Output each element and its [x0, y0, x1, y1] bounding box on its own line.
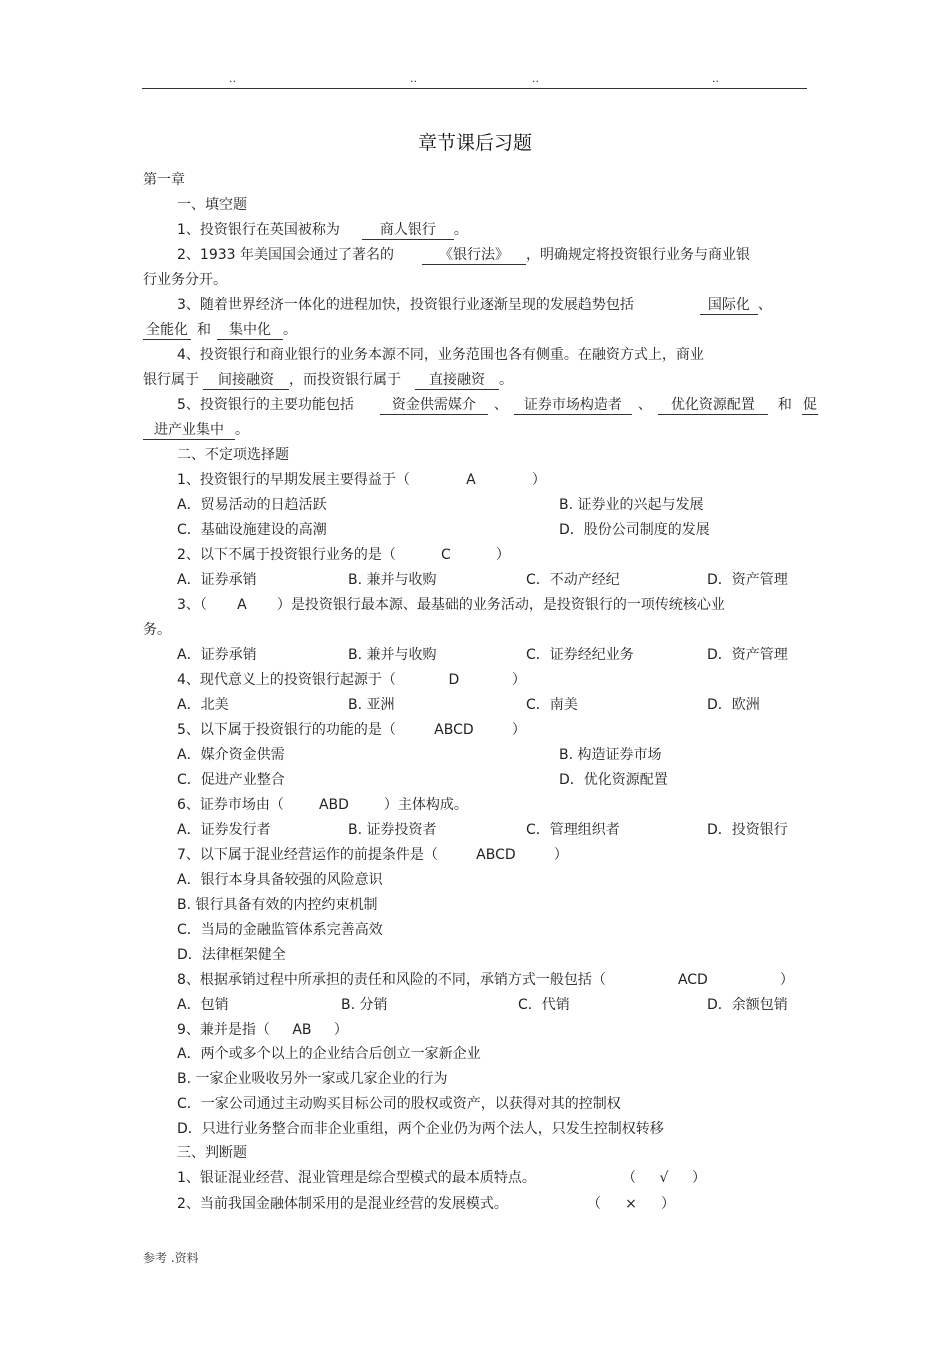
answer: ×	[625, 1196, 637, 1212]
section-heading-choice: 二、不定项选择题	[177, 447, 289, 463]
fill-question-2-cont: 行业务分开。	[143, 272, 227, 288]
choice-question-1	[177, 470, 546, 490]
judge-answer-1	[622, 1168, 706, 1188]
question-text: 和	[777, 397, 792, 413]
option: C．管理组织者	[526, 822, 620, 838]
header-rule	[142, 88, 807, 89]
choice-question-7	[177, 845, 568, 865]
option: A．北美	[177, 697, 229, 713]
judge-answer-2	[587, 1194, 675, 1214]
bracket-close: ）	[661, 1196, 675, 1212]
header-dots: ..	[229, 72, 236, 85]
option: A．包销	[177, 997, 229, 1013]
answer: C	[441, 547, 451, 563]
question-text: ）	[495, 547, 510, 563]
option: A．证券承销	[177, 647, 257, 663]
question-text: 8、根据承销过程中所承担的责任和风险的不同，承销方式一般包括（	[177, 972, 606, 988]
option: D．只进行业务整合而非企业重组，两个企业仍为两个法人，只发生控制权转移	[177, 1121, 664, 1137]
question-text: ）	[333, 1022, 348, 1038]
answer: A	[466, 472, 476, 488]
question-text: 5、投资银行的主要功能包括	[177, 397, 354, 413]
fill-question-1	[177, 220, 468, 240]
option: C．一家公司通过主动购买目标公司的股权或资产，以获得对其的控制权	[177, 1096, 621, 1112]
question-text: 1、投资银行的早期发展主要得益于（	[177, 472, 410, 488]
choice-question-3-cont: 务。	[143, 622, 171, 638]
option: A．证券承销	[177, 572, 257, 588]
option: D．股份公司制度的发展	[559, 522, 710, 538]
answer-blank: 国际化	[700, 296, 758, 315]
answer-blank: 进产业集中	[143, 421, 235, 440]
question-text: 1、投资银行在英国被称为	[177, 222, 340, 238]
question-text: ，明确规定将投资银行业务与商业银	[526, 247, 750, 263]
option: C．基础设施建设的高潮	[177, 522, 327, 538]
question-text: ，而投资银行属于	[289, 372, 401, 388]
header-dots: ..	[532, 72, 539, 85]
answer-blank: 《银行法》	[422, 246, 526, 265]
answer: ACD	[677, 972, 708, 988]
question-text: ）	[511, 672, 526, 688]
question-text: 4、现代意义上的投资银行起源于（	[177, 672, 396, 688]
answer: AB	[292, 1022, 312, 1038]
option: D．投资银行	[707, 822, 788, 838]
bracket-close: ）	[692, 1170, 706, 1186]
option: B. 证券投资者	[348, 822, 437, 838]
question-text: 和	[197, 322, 211, 338]
option: C．代销	[518, 997, 570, 1013]
choice-question-8	[177, 970, 794, 990]
chapter-label: 第一章	[143, 172, 185, 188]
question-text: 银行属于	[143, 372, 199, 388]
option: C．当局的金融监管体系完善高效	[177, 922, 383, 938]
question-text: 3、（	[177, 597, 207, 613]
fill-question-2	[177, 245, 750, 265]
answer: ABCD	[476, 847, 516, 863]
question-text: ）	[511, 722, 526, 738]
answer-blank: 资金供需媒介	[380, 396, 488, 415]
question-text: 。	[453, 222, 468, 238]
footer-text: 参考 .资料	[143, 1251, 199, 1265]
question-text: 3、随着世界经济一体化的进程加快，投资银行业逐渐呈现的发展趋势包括	[177, 297, 634, 313]
header-dots: ..	[410, 72, 417, 85]
option: A．两个或多个以上的企业结合后创立一家新企业	[177, 1046, 481, 1062]
question-text: 6、证券市场由（	[177, 797, 284, 813]
option: B. 兼并与收购	[348, 647, 437, 663]
header-dots: ..	[712, 72, 719, 85]
question-text: 5、以下属于投资银行的功能的是（	[177, 722, 396, 738]
judge-question-1: 1、银证混业经营、混业管理是综合型模式的最本质特点。	[177, 1170, 536, 1186]
option: B. 分销	[341, 997, 388, 1013]
option: D．资产管理	[707, 647, 788, 663]
answer: ABD	[318, 797, 349, 813]
question-text: ）	[779, 972, 794, 988]
option: C．促进产业整合	[177, 772, 285, 788]
option: A．媒介资金供需	[177, 747, 285, 763]
question-text: 2、1933 年美国国会通过了著名的	[177, 247, 394, 263]
option: B. 银行具备有效的内控约束机制	[177, 897, 378, 913]
option: C．证券经纪业务	[526, 647, 634, 663]
answer-blank: 间接融资	[203, 371, 289, 390]
fill-question-3	[177, 295, 772, 315]
answer: A	[237, 597, 247, 613]
fill-question-3-cont	[143, 320, 297, 340]
option: B. 一家企业吸收另外一家或几家企业的行为	[177, 1071, 448, 1087]
option: D．欧洲	[707, 697, 760, 713]
option: D．优化资源配置	[559, 772, 668, 788]
question-text: ）	[531, 472, 546, 488]
choice-question-6	[177, 795, 468, 815]
judge-question-2: 2、当前我国金融体制采用的是混业经营的发展模式。	[177, 1196, 508, 1212]
answer-blank: 全能化	[143, 321, 191, 340]
answer-blank: 集中化	[217, 321, 283, 340]
answer-blank: 优化资源配置	[658, 396, 768, 415]
option: B. 兼并与收购	[348, 572, 437, 588]
option: A．贸易活动的日趋活跃	[177, 497, 327, 513]
answer: ABCD	[434, 722, 474, 738]
choice-question-9	[177, 1020, 348, 1040]
answer: D	[448, 672, 460, 688]
question-text: ）	[553, 847, 568, 863]
bracket-open: （	[587, 1196, 601, 1212]
choice-question-2	[177, 545, 510, 565]
fill-question-4: 4、投资银行和商业银行的业务本源不同，业务范围也各有侧重。在融资方式上，商业	[177, 347, 704, 363]
option: C．南美	[526, 697, 578, 713]
option: A．证券发行者	[177, 822, 271, 838]
question-text: 。	[283, 322, 297, 338]
option: C．不动产经纪	[526, 572, 620, 588]
option: B. 构造证券市场	[559, 747, 662, 763]
option: D．资产管理	[707, 572, 788, 588]
page-title: 章节课后习题	[417, 132, 532, 154]
section-heading-judge: 三、判断题	[177, 1145, 247, 1161]
question-text: 、	[493, 397, 508, 413]
option: B. 亚洲	[348, 697, 395, 713]
question-text: 2、以下不属于投资银行业务的是（	[177, 547, 396, 563]
question-text: 、	[637, 397, 652, 413]
answer-blank: 直接融资	[415, 371, 499, 390]
answer-blank: 证券市场构造者	[514, 396, 632, 415]
choice-question-4	[177, 670, 526, 690]
option: D．余额包销	[707, 997, 788, 1013]
fill-question-4-cont	[143, 370, 513, 390]
answer-blank: 商人银行	[362, 221, 454, 240]
option: D．法律框架健全	[177, 947, 286, 963]
question-text: 。	[499, 372, 513, 388]
option: A．银行本身具备较强的风险意识	[177, 872, 383, 888]
option: B. 证券业的兴起与发展	[559, 497, 704, 513]
choice-question-3	[177, 595, 725, 615]
answer: √	[659, 1170, 669, 1186]
bracket-open: （	[622, 1170, 636, 1186]
question-text: 9、兼并是指（	[177, 1022, 270, 1038]
question-text: 7、以下属于混业经营运作的前提条件是（	[177, 847, 438, 863]
fill-question-5-cont	[143, 420, 249, 440]
question-text: ）是投资银行最本源、最基础的业务活动，是投资银行的一项传统核心业	[276, 597, 725, 613]
question-text: 、	[757, 297, 772, 313]
section-heading-fill: 一、填空题	[177, 197, 247, 213]
choice-question-5	[177, 720, 526, 740]
answer-blank: 促	[802, 397, 817, 413]
fill-question-5	[177, 395, 818, 415]
question-text: 。	[235, 422, 249, 438]
question-text: ）主体构成。	[383, 797, 468, 813]
